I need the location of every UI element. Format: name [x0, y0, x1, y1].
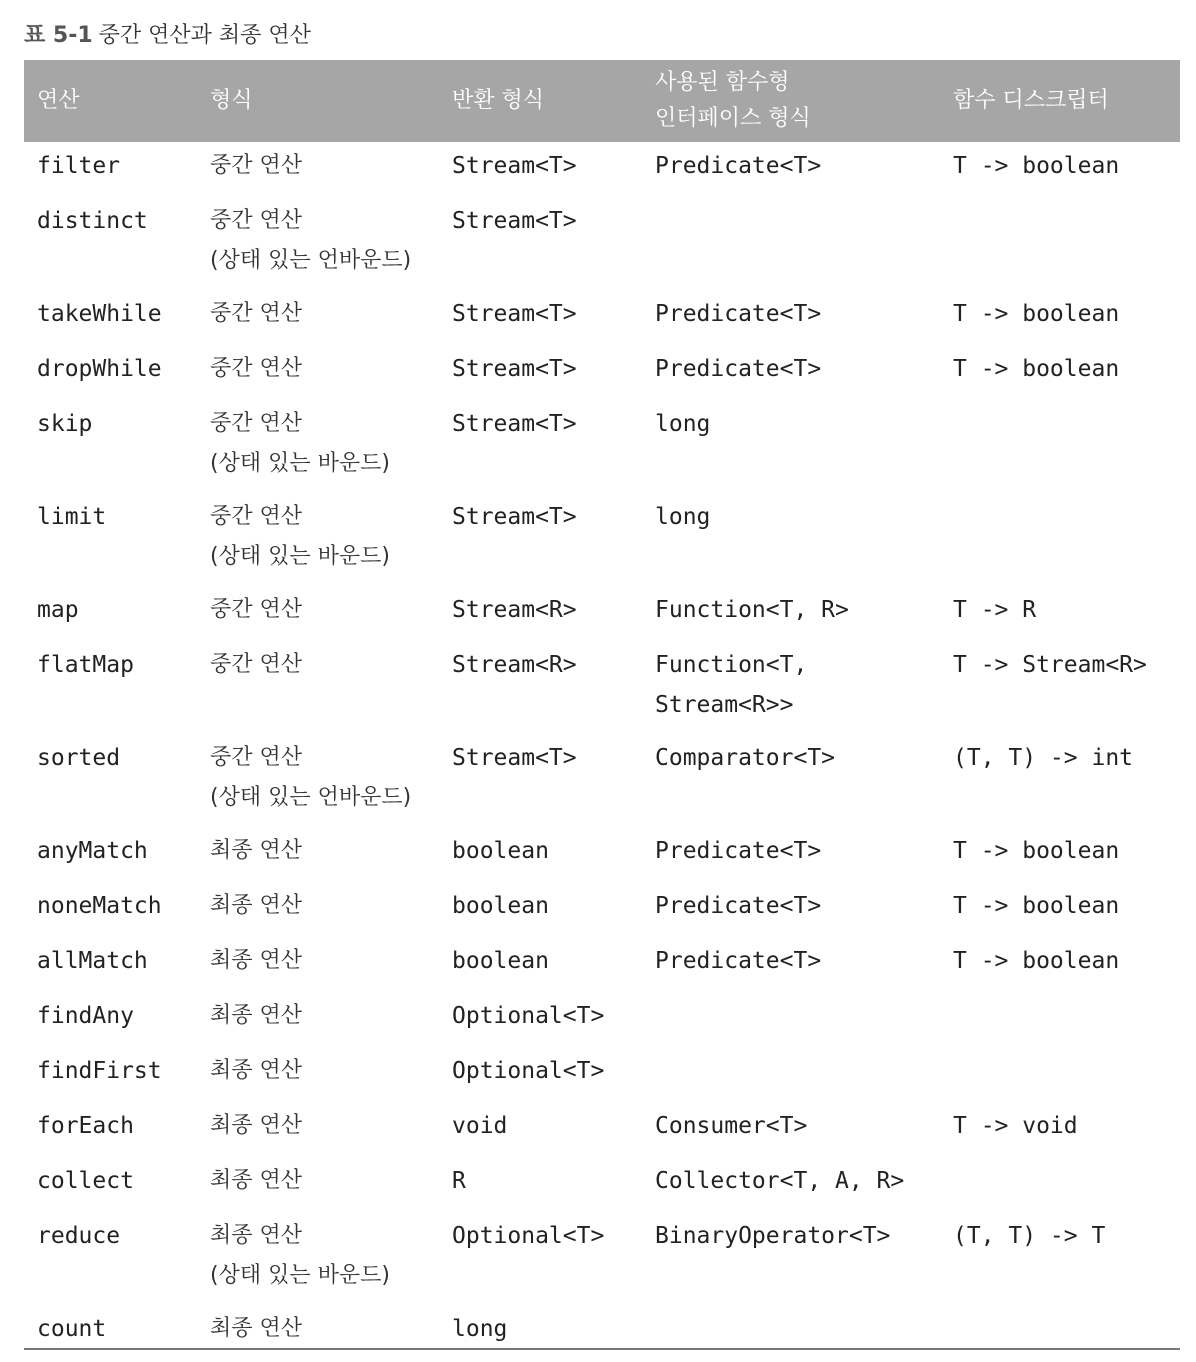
- operation-kind-line: 중간 연산: [210, 597, 303, 622]
- return-type: Stream<T>: [452, 356, 577, 382]
- functional-interface: [655, 1216, 890, 1256]
- function-descriptor: T -> boolean: [953, 948, 1120, 974]
- operation-kind-line: 최종 연산: [210, 1113, 303, 1138]
- functional-interface: [655, 404, 710, 444]
- header-descriptor: 함수 디스크립터: [953, 88, 1109, 113]
- functional-interface: [655, 497, 710, 537]
- table-header: [24, 60, 1180, 142]
- operation-name: reduce: [37, 1223, 121, 1249]
- functional-interface-line: Predicate<T>: [655, 356, 822, 382]
- functional-interface: [655, 831, 821, 871]
- return-type: void: [452, 1113, 508, 1139]
- return-type: Stream<T>: [452, 411, 577, 437]
- operation-name: collect: [37, 1168, 134, 1194]
- operation-kind: [210, 404, 390, 484]
- functional-interface-line: long: [655, 411, 711, 437]
- operation-name: noneMatch: [37, 893, 162, 919]
- return-type: boolean: [452, 838, 549, 864]
- operation-name: allMatch: [37, 948, 148, 974]
- operation-kind: [210, 996, 302, 1036]
- return-type: Optional<T>: [452, 1003, 605, 1029]
- return-type: Stream<R>: [452, 597, 577, 623]
- table-row: [24, 1104, 1180, 1159]
- return-type: Optional<T>: [452, 1223, 605, 1249]
- table-row: [24, 144, 1180, 199]
- return-type: long: [452, 1316, 508, 1342]
- operation-name: sorted: [37, 745, 121, 771]
- operation-name: filter: [37, 153, 121, 179]
- operation-kind-line: 최종 연산: [210, 893, 303, 918]
- operation-name: dropWhile: [37, 356, 162, 382]
- operation-kind-line: 최종 연산: [210, 1168, 303, 1193]
- operation-kind: [210, 1216, 390, 1296]
- return-type: Stream<T>: [452, 208, 577, 234]
- header-functional-interface: [655, 60, 811, 142]
- functional-interface-line: Predicate<T>: [655, 948, 822, 974]
- operation-kind: [210, 201, 411, 281]
- return-type: Optional<T>: [452, 1058, 605, 1084]
- table-title: 중간 연산과 최종 연산: [98, 23, 311, 48]
- operation-kind-line: 최종 연산: [210, 1316, 303, 1341]
- table-row: [24, 1214, 1180, 1307]
- operation-kind-line: 중간 연산: [210, 411, 303, 436]
- table-row: [24, 736, 1180, 829]
- operation-kind-line: 최종 연산: [210, 1223, 303, 1248]
- operation-kind: [210, 294, 302, 334]
- function-descriptor: T -> Stream<R>: [953, 652, 1147, 678]
- table-row: [24, 347, 1180, 402]
- operation-name: map: [37, 597, 79, 623]
- functional-interface-line: long: [655, 504, 711, 530]
- operation-kind-line: (상태 있는 바운드): [210, 1263, 390, 1288]
- operation-name: anyMatch: [37, 838, 148, 864]
- return-type: Stream<T>: [452, 504, 577, 530]
- header-operation: 연산: [37, 88, 80, 113]
- functional-interface: [655, 1161, 904, 1201]
- table-row: [24, 495, 1180, 588]
- functional-interface-line: Function<T,: [655, 652, 808, 678]
- functional-interface-line: Collector<T, A, R>: [655, 1168, 905, 1194]
- operation-kind: [210, 1161, 302, 1201]
- operation-kind: [210, 1051, 302, 1091]
- stream-operations-table: [24, 60, 1180, 1362]
- table-row: [24, 884, 1180, 939]
- header-functional-interface-line-2: 인터페이스 형식: [655, 106, 811, 131]
- table-bottom-rule: [24, 1348, 1180, 1350]
- table-row: [24, 588, 1180, 643]
- table-row: [24, 199, 1180, 292]
- operation-kind-line: 최종 연산: [210, 1058, 303, 1083]
- operation-kind-line: (상태 있는 바운드): [210, 451, 390, 476]
- table-row: [24, 292, 1180, 347]
- table-number: 표 5-1: [24, 23, 93, 48]
- operation-kind: [210, 1106, 302, 1146]
- operation-name: distinct: [37, 208, 148, 234]
- header-functional-interface-line-1: 사용된 함수형: [655, 70, 790, 95]
- table-row: [24, 402, 1180, 495]
- operation-kind-line: 중간 연산: [210, 301, 303, 326]
- functional-interface-line: Consumer<T>: [655, 1113, 808, 1139]
- operation-kind: [210, 1309, 302, 1349]
- functional-interface-line: Predicate<T>: [655, 153, 822, 179]
- function-descriptor: T -> boolean: [953, 153, 1120, 179]
- functional-interface: [655, 1106, 807, 1146]
- functional-interface: [655, 886, 821, 926]
- return-type: Stream<T>: [452, 153, 577, 179]
- table-row: [24, 1049, 1180, 1104]
- function-descriptor: (T, T) -> int: [953, 745, 1134, 771]
- header-kind: 형식: [210, 88, 253, 113]
- operation-name: skip: [37, 411, 93, 437]
- function-descriptor: (T, T) -> T: [953, 1223, 1106, 1249]
- operation-kind-line: 중간 연산: [210, 208, 303, 233]
- operation-kind-line: 중간 연산: [210, 652, 303, 677]
- operation-name: findAny: [37, 1003, 134, 1029]
- return-type: boolean: [452, 948, 549, 974]
- operation-kind: [210, 831, 302, 871]
- operation-kind-line: 최종 연산: [210, 838, 303, 863]
- operation-kind: [210, 497, 390, 577]
- operation-name: count: [37, 1316, 107, 1342]
- operation-kind-line: 중간 연산: [210, 745, 303, 770]
- header-return-type: 반환 형식: [452, 88, 545, 113]
- operation-name: takeWhile: [37, 301, 162, 327]
- table-row: [24, 829, 1180, 884]
- operation-kind: [210, 349, 302, 389]
- operation-kind-line: 최종 연산: [210, 1003, 303, 1028]
- table-caption: [24, 22, 311, 50]
- functional-interface: [655, 146, 821, 186]
- operation-kind-line: (상태 있는 언바운드): [210, 248, 412, 273]
- operation-kind-line: (상태 있는 언바운드): [210, 785, 412, 810]
- function-descriptor: T -> R: [953, 597, 1037, 623]
- return-type: boolean: [452, 893, 549, 919]
- operation-kind-line: 중간 연산: [210, 504, 303, 529]
- operation-kind: [210, 886, 302, 926]
- table-row: [24, 643, 1180, 736]
- table-body: [24, 142, 1180, 1362]
- functional-interface: [655, 645, 807, 725]
- function-descriptor: T -> boolean: [953, 838, 1120, 864]
- return-type: Stream<T>: [452, 745, 577, 771]
- return-type: Stream<T>: [452, 301, 577, 327]
- operation-kind-line: 최종 연산: [210, 948, 303, 973]
- functional-interface: [655, 294, 821, 334]
- operation-kind-line: 중간 연산: [210, 153, 303, 178]
- return-type: R: [452, 1168, 466, 1194]
- operation-kind: [210, 738, 411, 818]
- functional-interface-line: Function<T, R>: [655, 597, 849, 623]
- function-descriptor: T -> void: [953, 1113, 1078, 1139]
- functional-interface: [655, 590, 849, 630]
- functional-interface: [655, 738, 835, 778]
- functional-interface-line: Stream<R>>: [655, 692, 794, 718]
- operation-kind: [210, 941, 302, 981]
- functional-interface-line: Comparator<T>: [655, 745, 836, 771]
- function-descriptor: T -> boolean: [953, 356, 1120, 382]
- function-descriptor: T -> boolean: [953, 301, 1120, 327]
- functional-interface-line: Predicate<T>: [655, 301, 822, 327]
- operation-name: findFirst: [37, 1058, 162, 1084]
- operation-kind: [210, 590, 302, 630]
- function-descriptor: T -> boolean: [953, 893, 1120, 919]
- operation-name: limit: [37, 504, 107, 530]
- functional-interface-line: Predicate<T>: [655, 838, 822, 864]
- return-type: Stream<R>: [452, 652, 577, 678]
- operation-kind: [210, 645, 302, 685]
- table-row: [24, 1159, 1180, 1214]
- functional-interface-line: BinaryOperator<T>: [655, 1223, 891, 1249]
- operation-kind: [210, 146, 302, 186]
- operation-name: forEach: [37, 1113, 134, 1139]
- functional-interface-line: Predicate<T>: [655, 893, 822, 919]
- functional-interface: [655, 349, 821, 389]
- table-row: [24, 994, 1180, 1049]
- operation-kind-line: 중간 연산: [210, 356, 303, 381]
- operation-kind-line: (상태 있는 바운드): [210, 544, 390, 569]
- table-row: [24, 1307, 1180, 1362]
- operation-name: flatMap: [37, 652, 134, 678]
- functional-interface: [655, 941, 821, 981]
- table-row: [24, 939, 1180, 994]
